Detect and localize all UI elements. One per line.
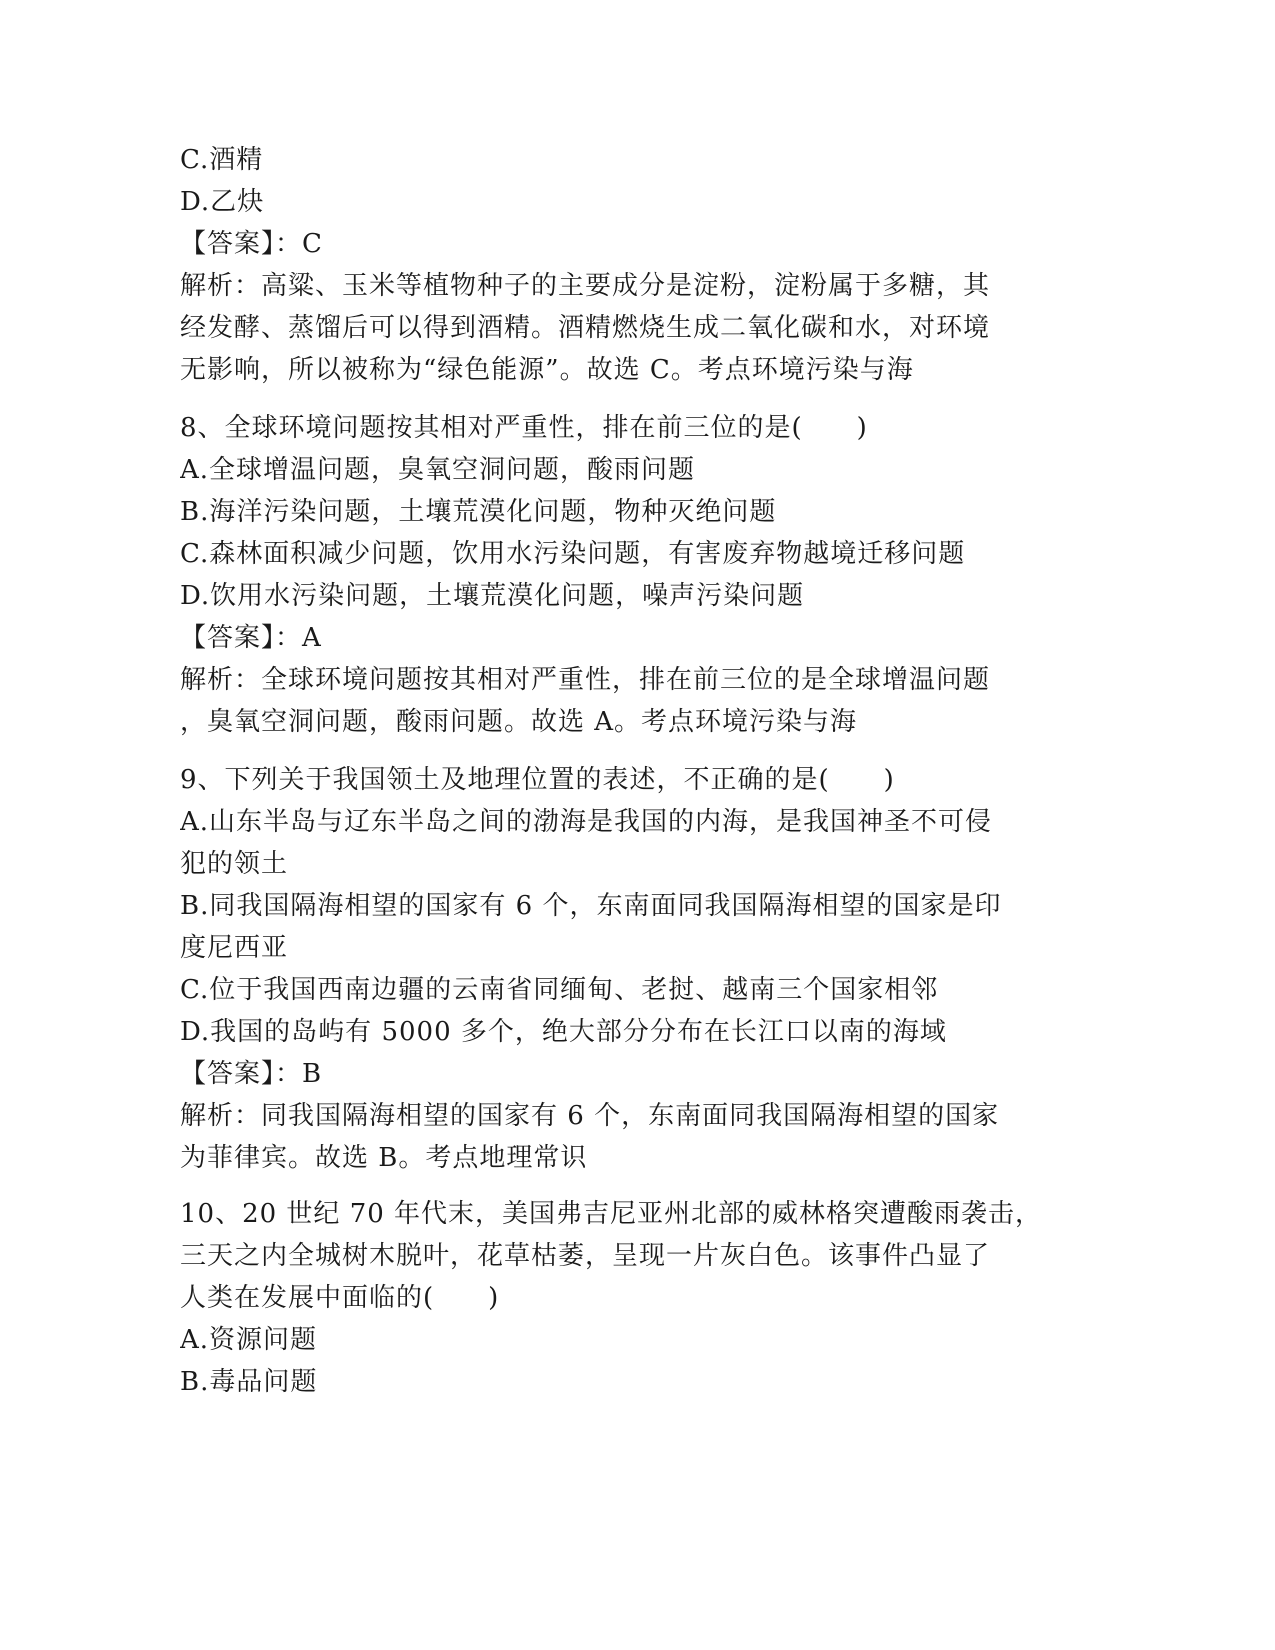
option-c-q8: C.森林面积减少问题，饮用水污染问题，有害废弃物越境迁移问题 <box>180 539 966 569</box>
explanation-q7-line2: 经发酵、蒸馏后可以得到酒精。酒精燃烧生成二氧化碳和水，对环境 <box>180 313 991 343</box>
option-a-q8: A.全球增温问题，臭氧空洞问题，酸雨问题 <box>180 455 696 485</box>
question-10-line3: 人类在发展中面临的( ) <box>180 1283 500 1313</box>
explanation-q9-line1: 解析：同我国隔海相望的国家有 6 个，东南面同我国隔海相望的国家 <box>180 1101 1000 1131</box>
option-b-q9-line2: 度尼西亚 <box>180 933 289 963</box>
option-c-q7: C.酒精 <box>180 145 264 175</box>
option-b-q8: B.海洋污染问题，土壤荒漠化问题，物种灭绝问题 <box>180 497 777 527</box>
option-c-q9: C.位于我国西南边疆的云南省同缅甸、老挝、越南三个国家相邻 <box>180 975 939 1005</box>
answer-q9: 【答案】：B <box>180 1059 323 1089</box>
option-a-q9-line1: A.山东半岛与辽东半岛之间的渤海是我国的内海，是我国神圣不可侵 <box>180 807 993 837</box>
explanation-q9-line2: 为菲律宾。故选 B。考点地理常识 <box>180 1143 588 1173</box>
option-b-q9-line1: B.同我国隔海相望的国家有 6 个，东南面同我国隔海相望的国家是印 <box>180 891 1002 921</box>
explanation-q7-line3: 无影响，所以被称为“绿色能源”。故选 C。考点环境污染与海 <box>180 355 914 385</box>
option-d-q9: D.我国的岛屿有 5000 多个，绝大部分分布在长江口以南的海域 <box>180 1017 947 1047</box>
option-a-q10: A.资源问题 <box>180 1325 318 1355</box>
question-8: 8、全球环境问题按其相对严重性，排在前三位的是( ) <box>180 413 868 443</box>
option-d-q8: D.饮用水污染问题，土壤荒漠化问题，噪声污染问题 <box>180 581 805 611</box>
question-9: 9、下列关于我国领土及地理位置的表述，不正确的是( ) <box>180 765 895 795</box>
explanation-q7-line1: 解析：高粱、玉米等植物种子的主要成分是淀粉，淀粉属于多糖，其 <box>180 271 991 301</box>
explanation-q8-line1: 解析：全球环境问题按其相对严重性，排在前三位的是全球增温问题 <box>180 665 991 695</box>
option-d-q7: D.乙炔 <box>180 187 265 217</box>
question-10-line1: 10、20 世纪 70 年代末，美国弗吉尼亚州北部的威林格突遭酸雨袭击， <box>180 1199 1043 1229</box>
answer-q7: 【答案】：C <box>180 229 323 259</box>
explanation-q8-line2: ，臭氧空洞问题，酸雨问题。故选 A。考点环境污染与海 <box>180 707 858 737</box>
option-a-q9-line2: 犯的领土 <box>180 849 289 879</box>
question-10-line2: 三天之内全城树木脱叶，花草枯萎，呈现一片灰白色。该事件凸显了 <box>180 1241 991 1271</box>
answer-q8: 【答案】：A <box>180 623 322 653</box>
option-b-q10: B.毒品问题 <box>180 1367 318 1397</box>
